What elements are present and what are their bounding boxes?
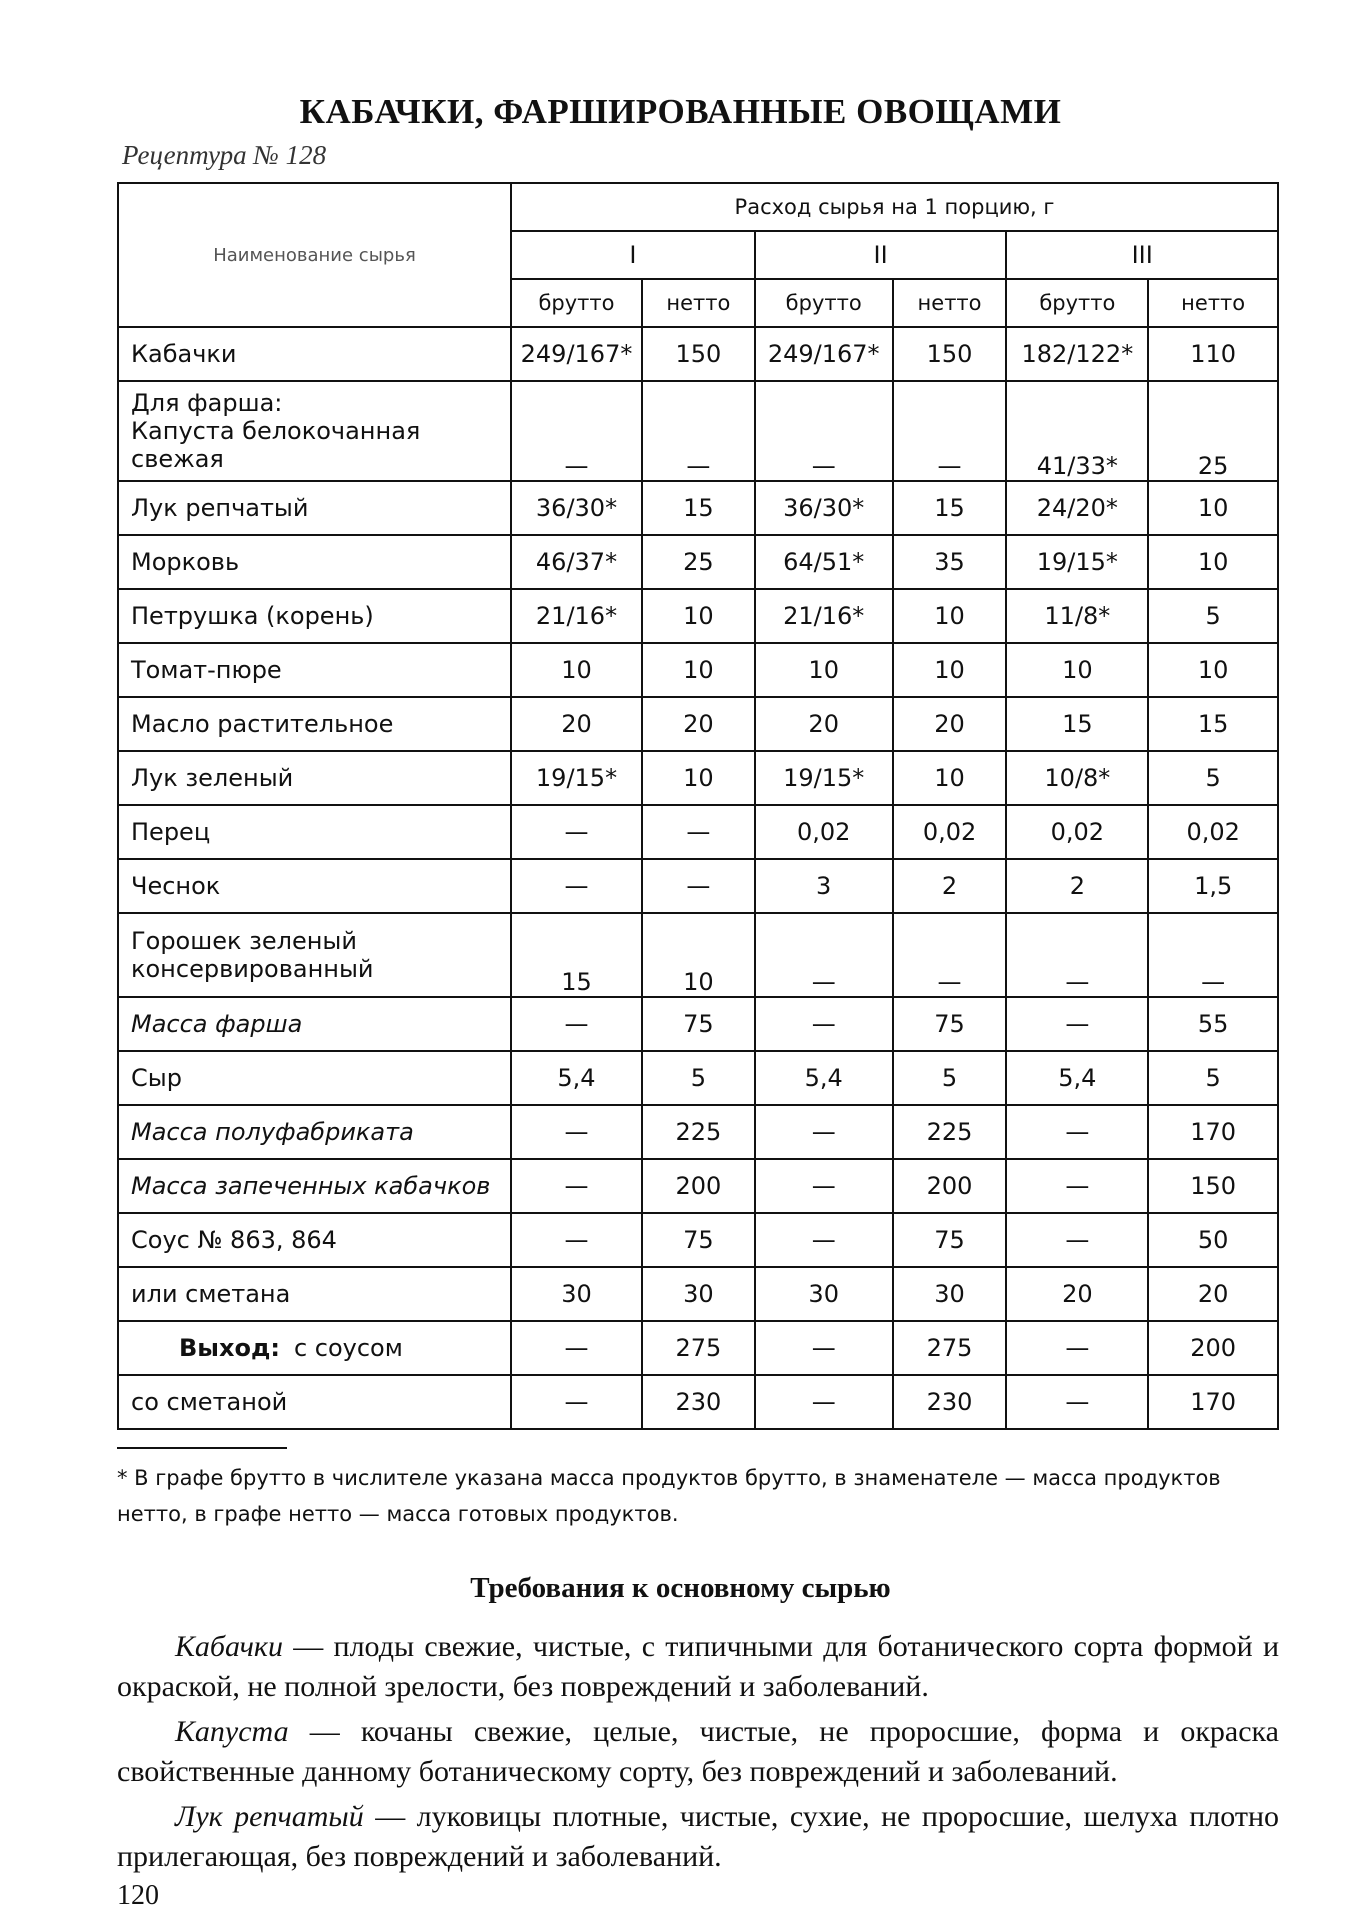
- requirement-term: Лук репчатый: [175, 1800, 364, 1833]
- net-value: 5: [893, 1051, 1007, 1105]
- ingredient-label: Морковь: [131, 548, 240, 576]
- gross-value: 10: [511, 643, 642, 697]
- gross-value: 2: [1006, 859, 1148, 913]
- net-value: 10: [642, 589, 755, 643]
- table-row: [118, 859, 1278, 913]
- requirement-term: Кабачки: [175, 1630, 283, 1663]
- table-row: [118, 327, 1278, 381]
- gross-value: —: [511, 1375, 642, 1429]
- gross-value: —: [511, 997, 642, 1051]
- footnote: * В графе брутто в числителе указана масса продуктов брутто, в знаменателе — масса продуктов нетто, в графе нетто — масса готовых продуктов.: [117, 1466, 1221, 1526]
- ingredient-label: Горошек зеленый: [131, 927, 357, 955]
- gross-value: —: [1006, 1213, 1148, 1267]
- gross-value: —: [511, 381, 642, 481]
- net-value: —: [642, 381, 755, 481]
- table-row: [118, 751, 1278, 805]
- gross-value: —: [755, 1375, 893, 1429]
- gross-value: 11/8*: [1006, 589, 1148, 643]
- table-row: [118, 1375, 1278, 1429]
- net-value: 75: [893, 997, 1007, 1051]
- ingredient-label: Масло растительное: [131, 710, 394, 738]
- ingredient-name: [118, 535, 511, 589]
- gross-value: —: [755, 997, 893, 1051]
- net-value: 150: [642, 327, 755, 381]
- net-value: 15: [893, 481, 1007, 535]
- gross-value: 36/30*: [511, 481, 642, 535]
- net-value: 110: [1148, 327, 1278, 381]
- net-value: 275: [893, 1321, 1007, 1375]
- ingredient-name: [118, 913, 511, 997]
- requirement-paragraph: [117, 1627, 1279, 1707]
- table-row: [118, 381, 1278, 481]
- gross-value: —: [1006, 1159, 1148, 1213]
- gross-value: 3: [755, 859, 893, 913]
- net-value: 10: [893, 751, 1007, 805]
- ingredient-name: [118, 805, 511, 859]
- footnote-divider: [117, 1447, 287, 1449]
- net-value: 75: [642, 997, 755, 1051]
- gross-value: —: [511, 1105, 642, 1159]
- net-value: 30: [642, 1267, 755, 1321]
- table-row: [118, 1159, 1278, 1213]
- gross-value: 10: [755, 643, 893, 697]
- net-value: 5: [1148, 751, 1278, 805]
- net-value: 200: [642, 1159, 755, 1213]
- gross-value: 5,4: [1006, 1051, 1148, 1105]
- gross-value: 19/15*: [755, 751, 893, 805]
- ingredient-label: Соус № 863, 864: [131, 1226, 337, 1254]
- net-value: 5: [1148, 1051, 1278, 1105]
- ingredient-label: Масса запеченных кабачков: [131, 1172, 491, 1200]
- net-value: 20: [893, 697, 1007, 751]
- gross-value: 20: [511, 697, 642, 751]
- ingredient-label: Масса полуфабриката: [131, 1118, 414, 1146]
- gross-value: —: [755, 1213, 893, 1267]
- net-value: —: [1148, 913, 1278, 997]
- table-row: [118, 1105, 1278, 1159]
- column-header-iii: III: [1006, 231, 1278, 279]
- ingredient-label: или сметана: [131, 1280, 291, 1308]
- table-row: [118, 1321, 1278, 1375]
- net-value: 225: [893, 1105, 1007, 1159]
- gross-value: 20: [755, 697, 893, 751]
- gross-value: 249/167*: [755, 327, 893, 381]
- gross-value: —: [755, 381, 893, 481]
- net-header: нетто: [1148, 279, 1278, 327]
- gross-header: брутто: [1006, 279, 1148, 327]
- net-value: 200: [1148, 1321, 1278, 1375]
- net-value: 10: [642, 643, 755, 697]
- ingredient-name-header: Наименование сырья: [118, 183, 511, 327]
- net-value: 10: [1148, 481, 1278, 535]
- requirement-paragraph: [117, 1712, 1279, 1792]
- net-value: 5: [1148, 589, 1278, 643]
- net-value: 10: [1148, 643, 1278, 697]
- table-row: [118, 913, 1278, 997]
- net-value: 25: [642, 535, 755, 589]
- net-value: 225: [642, 1105, 755, 1159]
- table-row: [118, 481, 1278, 535]
- ingredient-name: [118, 643, 511, 697]
- net-value: 75: [893, 1213, 1007, 1267]
- table-row: [118, 589, 1278, 643]
- gross-value: 36/30*: [755, 481, 893, 535]
- gross-value: —: [1006, 997, 1148, 1051]
- net-value: 55: [1148, 997, 1278, 1051]
- ingredient-label-continued: с соусом: [293, 1334, 403, 1362]
- net-value: 5: [642, 1051, 755, 1105]
- table-row: [118, 697, 1278, 751]
- gross-value: 19/15*: [511, 751, 642, 805]
- consumption-header: Расход сырья на 1 порцию, г: [511, 183, 1278, 231]
- net-value: 10: [893, 589, 1007, 643]
- gross-value: —: [511, 1213, 642, 1267]
- page-title: КАБАЧКИ, ФАРШИРОВАННЫЕ ОВОЩАМИ: [299, 92, 1062, 131]
- net-header: нетто: [642, 279, 755, 327]
- ingredient-label: Кабачки: [131, 340, 237, 368]
- ingredient-label: Сыр: [131, 1064, 182, 1092]
- net-value: 150: [893, 327, 1007, 381]
- gross-value: 24/20*: [1006, 481, 1148, 535]
- gross-value: 15: [1006, 697, 1148, 751]
- ingredient-name: [118, 1375, 511, 1429]
- table-row: [118, 1267, 1278, 1321]
- net-value: 35: [893, 535, 1007, 589]
- requirement-text: — кочаны свежие, целые, чистые, не проросшие, форма и окраска свойственные данному ботаническому сорту, без повреждений и заболеваний.: [117, 1715, 1279, 1788]
- net-value: 150: [1148, 1159, 1278, 1213]
- table-row: [118, 1213, 1278, 1267]
- table-row: [118, 643, 1278, 697]
- table-row: [118, 1051, 1278, 1105]
- gross-value: 10/8*: [1006, 751, 1148, 805]
- net-header: нетто: [893, 279, 1007, 327]
- ingredient-name: [118, 751, 511, 805]
- gross-value: —: [1006, 1375, 1148, 1429]
- gross-value: 64/51*: [755, 535, 893, 589]
- ingredient-name: [118, 1105, 511, 1159]
- net-value: 50: [1148, 1213, 1278, 1267]
- ingredient-label: Перец: [131, 818, 211, 846]
- ingredient-name: [118, 327, 511, 381]
- gross-value: 30: [755, 1267, 893, 1321]
- gross-value: 20: [1006, 1267, 1148, 1321]
- gross-value: 19/15*: [1006, 535, 1148, 589]
- gross-header: брутто: [511, 279, 642, 327]
- gross-header: брутто: [755, 279, 893, 327]
- net-value: 20: [642, 697, 755, 751]
- requirement-text: — луковицы плотные, чистые, сухие, не проросшие, шелуха плотно прилегающая, без повреждений и заболеваний.: [117, 1800, 1280, 1873]
- net-value: 20: [1148, 1267, 1278, 1321]
- net-value: 200: [893, 1159, 1007, 1213]
- net-value: 75: [642, 1213, 755, 1267]
- net-value: 230: [642, 1375, 755, 1429]
- ingredient-name: [118, 1159, 511, 1213]
- net-value: 30: [893, 1267, 1007, 1321]
- table-row: [118, 997, 1278, 1051]
- recipe-table: [117, 182, 1279, 1430]
- recipe-number: Рецептура № 128: [122, 140, 327, 170]
- net-value: 230: [893, 1375, 1007, 1429]
- gross-value: 0,02: [1006, 805, 1148, 859]
- gross-value: 5,4: [755, 1051, 893, 1105]
- ingredient-name: [118, 997, 511, 1051]
- ingredient-label: Масса фарша: [131, 1010, 303, 1038]
- gross-value: —: [1006, 1105, 1148, 1159]
- net-value: 0,02: [893, 805, 1007, 859]
- page-number: 120: [117, 1880, 159, 1911]
- ingredient-label: Петрушка (корень): [131, 602, 374, 630]
- net-value: 10: [1148, 535, 1278, 589]
- ingredient-name: [118, 1321, 511, 1375]
- gross-value: 182/122*: [1006, 327, 1148, 381]
- gross-value: 41/33*: [1006, 381, 1148, 481]
- net-value: 170: [1148, 1105, 1278, 1159]
- gross-value: 21/16*: [755, 589, 893, 643]
- ingredient-name: [118, 1051, 511, 1105]
- gross-value: —: [755, 913, 893, 997]
- gross-value: —: [511, 859, 642, 913]
- gross-value: —: [511, 1159, 642, 1213]
- net-value: 10: [893, 643, 1007, 697]
- ingredient-name: [118, 1213, 511, 1267]
- net-value: 170: [1148, 1375, 1278, 1429]
- ingredient-name: [118, 1267, 511, 1321]
- section-title: Требования к основному сырью: [470, 1572, 891, 1604]
- net-value: 15: [1148, 697, 1278, 751]
- ingredient-label: Томат-пюре: [131, 656, 282, 684]
- ingredient-name: [118, 381, 511, 481]
- ingredient-label: Лук зеленый: [131, 764, 294, 792]
- column-header-ii: II: [755, 231, 1007, 279]
- ingredient-label-continued: Капуста белокочанная свежая: [131, 417, 421, 473]
- table-row: [118, 535, 1278, 589]
- net-value: 275: [642, 1321, 755, 1375]
- net-value: 15: [642, 481, 755, 535]
- net-value: —: [642, 805, 755, 859]
- gross-value: —: [755, 1159, 893, 1213]
- ingredient-label: Чеснок: [131, 872, 221, 900]
- gross-value: 30: [511, 1267, 642, 1321]
- ingredient-label: со сметаной: [131, 1388, 288, 1416]
- gross-value: 46/37*: [511, 535, 642, 589]
- net-value: 10: [642, 751, 755, 805]
- net-value: —: [893, 913, 1007, 997]
- requirement-text: — плоды свежие, чистые, с типичными для ботанического сорта формой и окраской, не полной зрелости, без повреждений и заболеваний.: [117, 1630, 1279, 1703]
- gross-value: —: [755, 1321, 893, 1375]
- gross-value: —: [755, 1105, 893, 1159]
- gross-value: —: [1006, 913, 1148, 997]
- gross-value: —: [511, 805, 642, 859]
- gross-value: 5,4: [511, 1051, 642, 1105]
- gross-value: —: [1006, 1321, 1148, 1375]
- net-value: 10: [642, 913, 755, 997]
- ingredient-name: [118, 859, 511, 913]
- ingredient-name: [118, 481, 511, 535]
- net-value: 2: [893, 859, 1007, 913]
- column-header-i: I: [511, 231, 755, 279]
- net-value: —: [642, 859, 755, 913]
- net-value: —: [893, 381, 1007, 481]
- ingredient-name: [118, 697, 511, 751]
- ingredient-label-continued: консервированный: [131, 955, 374, 983]
- gross-value: 15: [511, 913, 642, 997]
- ingredient-label: Выход:: [179, 1334, 280, 1362]
- net-value: 1,5: [1148, 859, 1278, 913]
- ingredient-name: [118, 589, 511, 643]
- gross-value: 249/167*: [511, 327, 642, 381]
- ingredient-label: Лук репчатый: [131, 494, 309, 522]
- requirement-paragraph: [117, 1797, 1279, 1877]
- gross-value: 10: [1006, 643, 1148, 697]
- gross-value: 21/16*: [511, 589, 642, 643]
- requirement-term: Капуста: [175, 1715, 289, 1748]
- ingredient-label: Для фарша:: [131, 389, 283, 417]
- gross-value: —: [511, 1321, 642, 1375]
- gross-value: 0,02: [755, 805, 893, 859]
- table-row: [118, 805, 1278, 859]
- net-value: 0,02: [1148, 805, 1278, 859]
- net-value: 25: [1148, 381, 1278, 481]
